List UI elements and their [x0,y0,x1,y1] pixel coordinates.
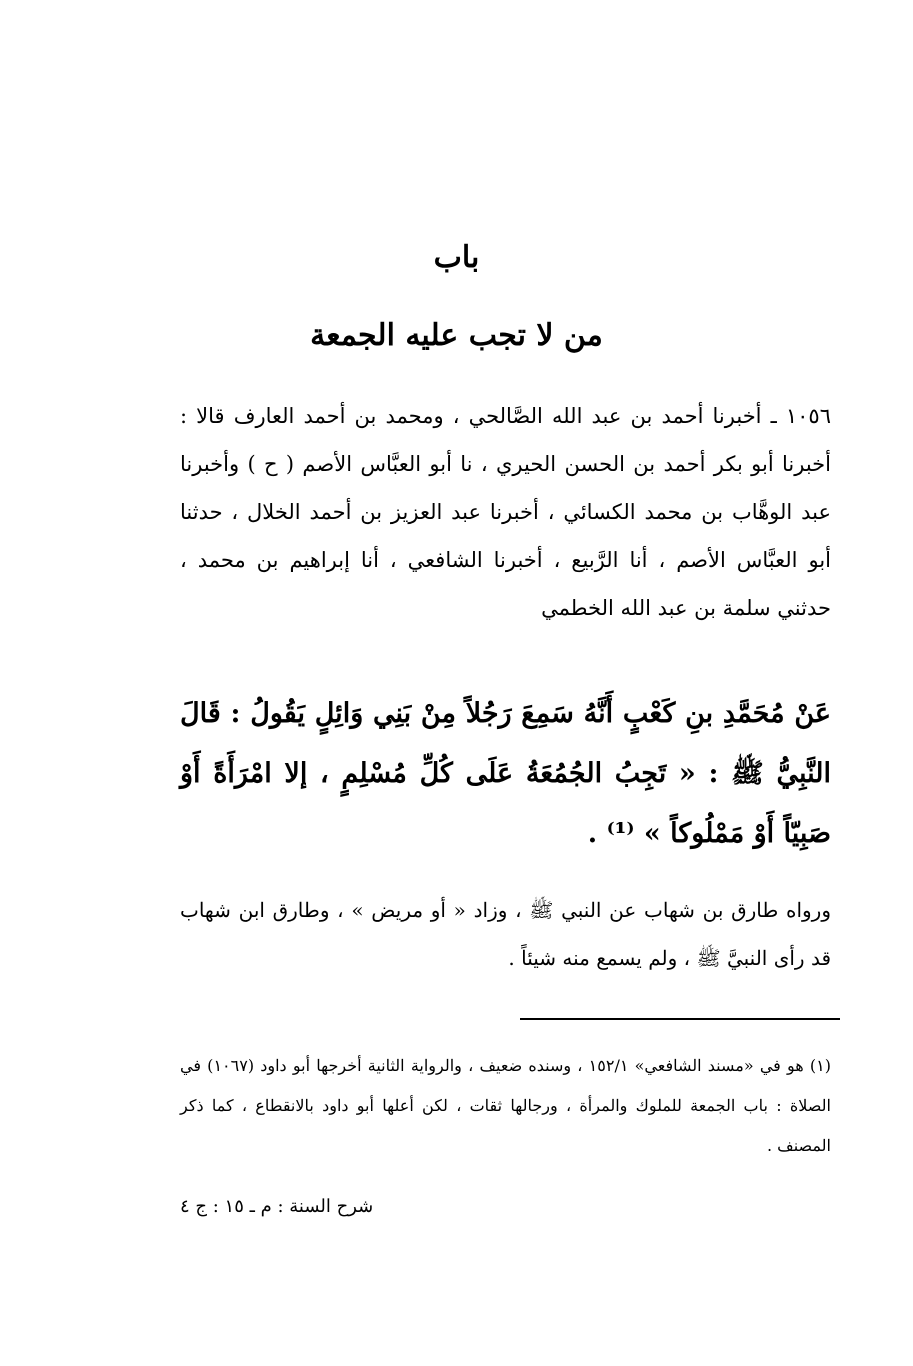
hadith-commentary: ورواه طارق بن شهاب عن النبي ﷺ ، وزاد « أو مريض » ، وطارق ابن شهاب قد رأى النبيَّ ﷺ ، ولم يسمع منه شيئاً . [180,898,831,970]
footnote: (١) هو في «مسند الشافعي» ١٥٢/١ ، وسنده ضعيف ، والرواية الثانية أخرجها أبو داود (١٠٦٧) في الصلاة : باب الجمعة للملوك والمرأة ، ورجالها ثقات ، لكن أعلها أبو داود بالانقطاع ، كما ذكر المصنف . [180,1056,832,1155]
hadith-matn: عَنْ مُحَمَّدِ بنِ كَعْبٍ أَنَّهُ سَمِعَ رَجُلاً مِنْ بَنِي وَائِلٍ يَقُولُ : قَالَ النَّبِيُّ ﷺ : « تَجِبُ الجُمُعَةُ عَلَى كُلِّ مُسْلِمٍ ، إلا امْرَأَةً أَوْ صَبِيّاً أَوْ مَمْلُوكاً » ⁽¹⁾ . [180,698,831,849]
chapter-title: من لا تجب عليه الجمعة [310,318,603,353]
chapter-label: باب [433,240,480,275]
hadith-isnad: ١٠٥٦ ـ أخبرنا أحمد بن عبد الله الصَّالحي ، ومحمد بن أحمد العارف قالا : أخبرنا أبو بكر أحمد بن الحسن الحيري ، نا أبو العبَّاس الأصم ( ح ) وأخبرنا عبد الوهَّاب بن محمد الكسائي ، أخبرنا عبد العزيز بن أحمد الخلال ، حدثنا أبو العبَّاس الأصم ، أنا الرَّبيع ، أخبرنا الشافعي ، أنا إبراهيم بن محمد ، حدثني سلمة بن عبد الله الخطمي [180,404,831,620]
printer-signature: شرح السنة : م ـ ١٥ : ج ٤ [180,1196,374,1217]
footnote-separator [520,1018,840,1020]
